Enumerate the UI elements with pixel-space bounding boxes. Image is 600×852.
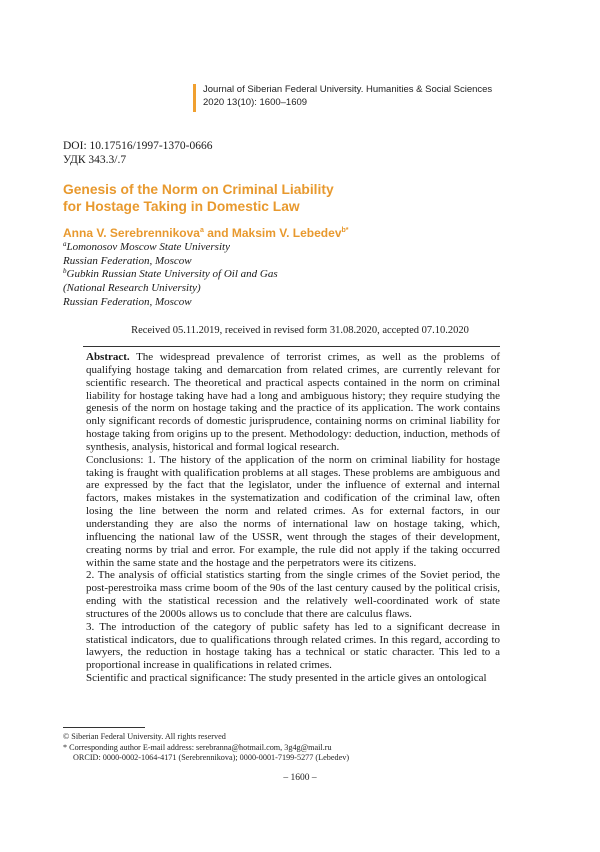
- article-identifiers: [63, 139, 213, 167]
- affil-b-name: Gubkin Russian State University of Oil and Gas: [66, 268, 278, 281]
- affil-b-mark: b: [63, 267, 67, 276]
- received-dates: Received 05.11.2019, received in revised form 31.08.2020, accepted 07.10.2020: [131, 325, 469, 336]
- abstract: [86, 351, 500, 685]
- copyright-note: © Siberian Federal University. All rights reserved: [63, 732, 226, 741]
- article-title: [63, 181, 483, 215]
- title-line-2: for Hostage Taking in Domestic Law: [63, 199, 300, 214]
- doi[interactable]: DOI: 10.17516/1997-1370-0666: [63, 140, 213, 152]
- corresponding-author-note[interactable]: * Corresponding author E-mail address: serebranna@hotmail.com, 3g4g@mail.ru: [63, 742, 332, 752]
- title-line-1: Genesis of the Norm on Criminal Liability: [63, 182, 334, 197]
- abstract-divider: [83, 346, 500, 347]
- affil-a-country: Russian Federation, Moscow: [63, 254, 192, 267]
- abstract-significance: Scientific and practical significance: The study presented in the article gives an ontological: [86, 672, 487, 685]
- abstract-conclusions-2: 2. The analysis of official statistics starting from the single crimes of the Soviet period, the post-perestroika mass crime boom of the 90s of the last century caused by the political crisis, ending with the statistical recession and the relatively well-coordinated work of state structures of the 2000s allows us to conclude that there are calculus flaws.: [86, 569, 500, 620]
- udc-code: УДК 343.3/.7: [63, 154, 127, 166]
- abstract-intro: [86, 351, 500, 454]
- abstract-conclusions-3: 3. The introduction of the category of public safety has led to a significant decrease in statistical indicators, due to qualifications through related crimes. In this regard, according to lawyers, the reduction in hostage taking has a technical or static character. This led to a proportional increase in qualifications in related crimes.: [86, 620, 500, 672]
- affiliation-b: [63, 268, 278, 282]
- orcid-note: ORCID: 0000-0002-1064-4171 (Serebrennikova); 0000-0001-7199-5277 (Lebedev): [73, 753, 350, 762]
- affil-b-subname: (National Research University): [63, 282, 201, 295]
- affil-a-mark: a: [63, 240, 67, 248]
- abstract-label: Abstract.: [86, 351, 130, 363]
- journal-header: [203, 84, 583, 109]
- page-number: – 1600 –: [283, 773, 317, 783]
- affil-a-name: Lomonosov Moscow State University: [66, 241, 230, 253]
- footnote-divider: [63, 727, 145, 728]
- author-2: Maksim V. Lebedev: [231, 226, 342, 240]
- header-accent-bar: [193, 84, 196, 112]
- affiliation-a: [63, 241, 278, 255]
- authors: [63, 226, 349, 241]
- author-1-affil-mark: a: [199, 227, 204, 234]
- author-1: Anna V. Serebrennikova: [63, 226, 200, 240]
- affil-b-country: Russian Federation, Moscow: [63, 295, 192, 308]
- journal-issue: 2020 13(10): 1600–1609: [203, 96, 308, 108]
- footnotes: [63, 732, 543, 764]
- affiliations: [63, 241, 278, 310]
- abstract-intro-text: The widespread prevalence of terrorist crimes, as well as the problems of qualifying hostage taking and demarcation from related crimes, are currently relevant for scientific research. The theoretical and practical aspects contained in the norm on criminal liability for hostage taking have had a long and ambiguous history; they require studying the genesis of the norm on hostage taking and the practice of its application. The work contains only significant records of domestic jurisprudence, containing norms on criminal liability for hostage taking from origins up to the present. Methodology: deduction, induction, methods of synthesis, analysis, historical and formal logical research.: [86, 351, 500, 453]
- journal-name: Journal of Siberian Federal University. Humanities & Social Sciences: [203, 84, 493, 95]
- authors-conjunction: and: [203, 226, 232, 240]
- author-2-affil-mark: b*: [341, 227, 349, 234]
- abstract-conclusions-1: Conclusions: 1. The history of the application of the norm on criminal liability for hostage taking is fraught with qualification problems at all stages. These problems are ambiguous and are expressed by the fact that the legislator, under the influence of external and internal factors, makes mistakes in the systematization and codification of the criminal law, often losing the line between the norm and related crimes. As for external factors, in our understanding they are also the norms of international law on hostage taking, which, influencing the national law of the USSR, went through the stages of their development, creating norms by trial and error. For example, the rule did not apply if the taking occurred within the same state and the hostage and the perpetrators were its citizens.: [86, 453, 500, 569]
